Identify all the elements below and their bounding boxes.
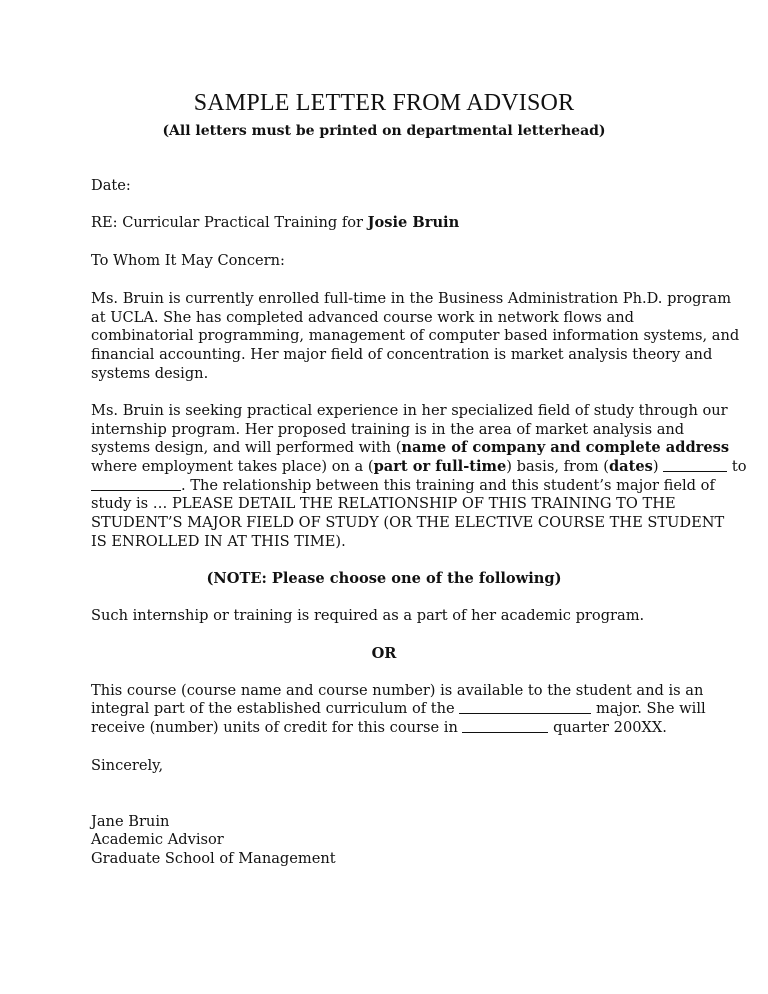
para2-line	[91, 477, 715, 496]
para3-text: quarter 200XX.	[548, 719, 667, 736]
para3-text: receive (number) units of credit for this course in	[91, 719, 463, 736]
re-prefix: RE: Curricular Practical Training for	[91, 214, 368, 231]
para3-text: integral part of the established curriculum of the	[91, 700, 460, 717]
para2-text: . The relationship between this training and this student’s major field of	[181, 477, 715, 494]
end-date-blank	[91, 490, 181, 491]
para3-line	[91, 719, 667, 738]
major-blank	[459, 713, 591, 714]
para2-text: ) basis, from (	[506, 458, 609, 475]
student-name: Josie Bruin	[367, 214, 460, 231]
employment-type-placeholder: part or full-time	[373, 458, 507, 475]
quarter-blank	[462, 732, 548, 733]
para2-line: STUDENT’S MAJOR FIELD OF STUDY (OR THE ELECTIVE COURSE THE STUDENT	[91, 514, 725, 531]
para2-text: to	[727, 458, 747, 475]
letter-title: SAMPLE LETTER FROM ADVISOR	[193, 90, 575, 116]
note-heading: (NOTE: Please choose one of the following)	[206, 570, 562, 587]
para1-line: financial accounting. Her major field of concentration is market analysis theory and	[91, 346, 713, 363]
signature-org: Graduate School of Management	[91, 850, 336, 867]
signature-role: Academic Advisor	[91, 831, 224, 848]
letter-subtitle: (All letters must be printed on departmental letterhead)	[162, 123, 606, 139]
closing: Sincerely,	[91, 757, 164, 774]
para2-line	[91, 458, 746, 477]
para3-line	[91, 700, 706, 719]
para1-line: Ms. Bruin is currently enrolled full-time in the Business Administration Ph.D. program	[91, 290, 732, 307]
para1-line: at UCLA. She has completed advanced course work in network flows and	[91, 309, 634, 326]
or-divider: OR	[371, 645, 397, 662]
para3-text: major. She will	[591, 700, 706, 717]
para2-text: )	[652, 458, 664, 475]
option-internship-required: Such internship or training is required as a part of her academic program.	[91, 607, 645, 624]
para2-line: study is … PLEASE DETAIL THE RELATIONSHIP OF THIS TRAINING TO THE	[91, 495, 676, 512]
date-label: Date:	[91, 177, 131, 194]
para3-line: This course (course name and course number) is available to the student and is an	[91, 682, 704, 699]
para1-line: systems design.	[91, 365, 209, 382]
para2-text: systems design, and will performed with (	[91, 439, 402, 456]
signature-name: Jane Bruin	[91, 813, 170, 830]
salutation: To Whom It May Concern:	[91, 252, 285, 269]
para2-text: where employment takes place) on a (	[91, 458, 374, 475]
re-line	[91, 214, 459, 233]
para2-line: IS ENROLLED IN AT THIS TIME).	[91, 533, 346, 550]
para2-line: Ms. Bruin is seeking practical experience in her specialized field of study through our	[91, 402, 728, 419]
dates-placeholder: dates	[608, 458, 653, 475]
para1-line: combinatorial programming, management of computer based information systems, and	[91, 327, 740, 344]
start-date-blank	[663, 471, 727, 472]
para2-line: internship program. Her proposed training is in the area of market analysis and	[91, 421, 685, 438]
company-placeholder: name of company and complete address	[401, 439, 730, 456]
para2-line	[91, 439, 729, 458]
